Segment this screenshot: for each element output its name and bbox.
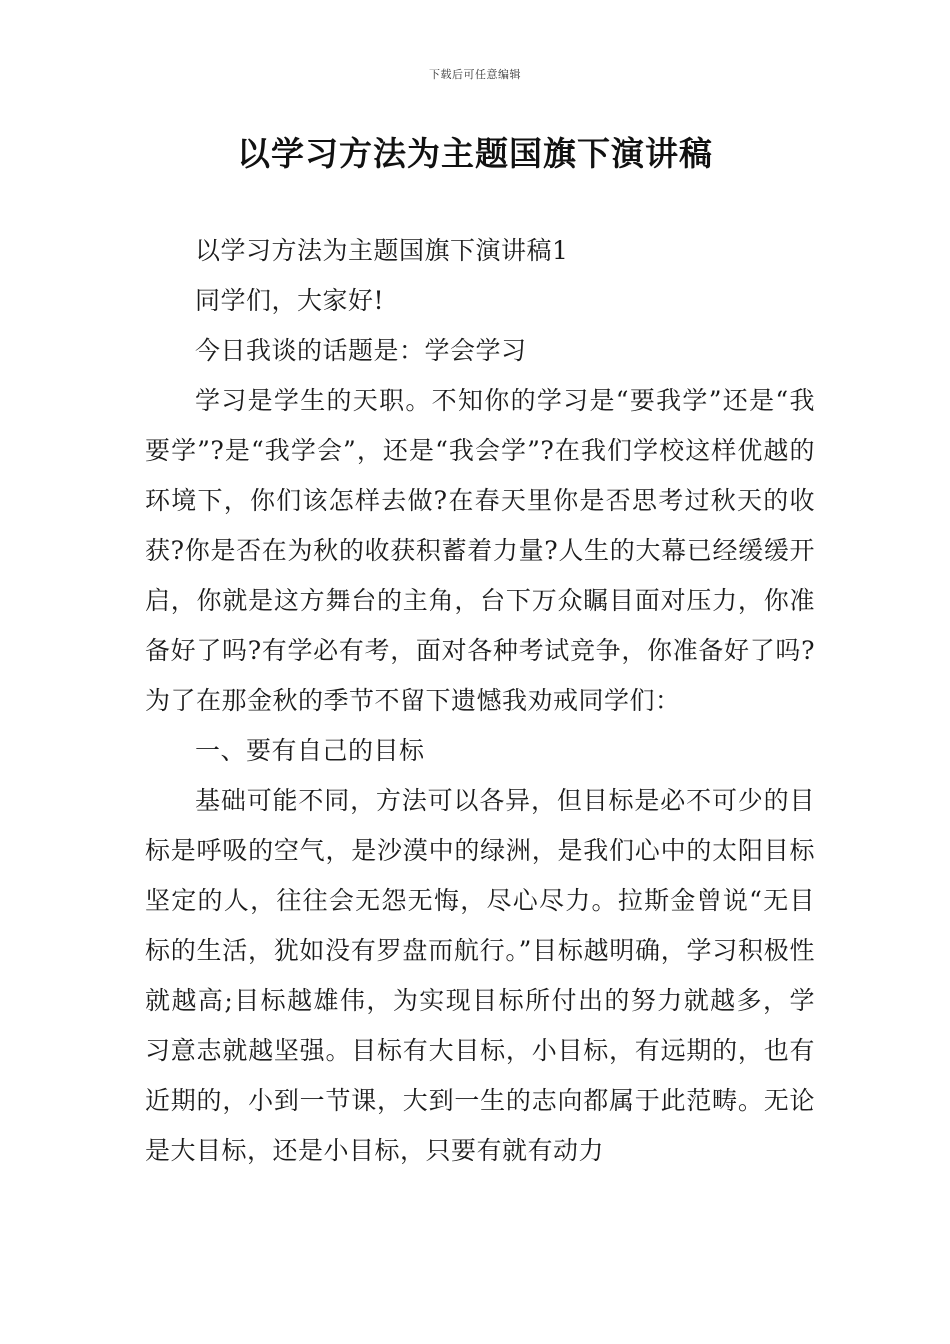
paragraph-heading-goal: 一、要有自己的目标 [195, 736, 425, 765]
paragraph-greeting: 同学们，大家好! [195, 286, 385, 315]
paragraph-subtitle: 以学习方法为主题国旗下演讲稿1 [195, 236, 569, 265]
paragraph-goal-body: 基础可能不同，方法可以各异，但目标是必不可少的目标是呼吸的空气，是沙漠中的绿洲，是我们心中的太阳目标坚定的人，往往会无怨无悔，尽心尽力。拉斯金曾说“无目标的生活，犹如没有罗盘而航行。”目标越明确，学习积极性就越高;目标越雄伟，为实现目标所付出的努力就越多，学习意志就越坚强。目标有大目标，小目标，有远期的，也有近期的，小到一节课，大到一生的志向都属于此范畴。无论是大目标，还是小目标，只要有就有动力 [145, 786, 815, 1165]
paragraph-intro: 学习是学生的天职。不知你的学习是“要我学”还是“我要学”?是“我学会”，还是“我会学”?在我们学校这样优越的环境下，你们该怎样去做?在春天里你是否思考过秋天的收获?你是否在为秋的收获积蓄着力量?人生的大幕已经缓缓开启，你就是这方舞台的主角，台下万众瞩目面对压力，你准备好了吗?有学必有考，面对各种考试竞争，你准备好了吗?为了在那金秋的季节不留下遗憾我劝戒同学们： [145, 386, 815, 715]
paragraph-topic: 今日我谈的话题是：学会学习 [195, 336, 527, 365]
header-note: 下载后可任意编辑 [429, 68, 521, 81]
document-body [145, 226, 815, 1176]
document-title: 以学习方法为主题国旗下演讲稿 [237, 134, 713, 173]
